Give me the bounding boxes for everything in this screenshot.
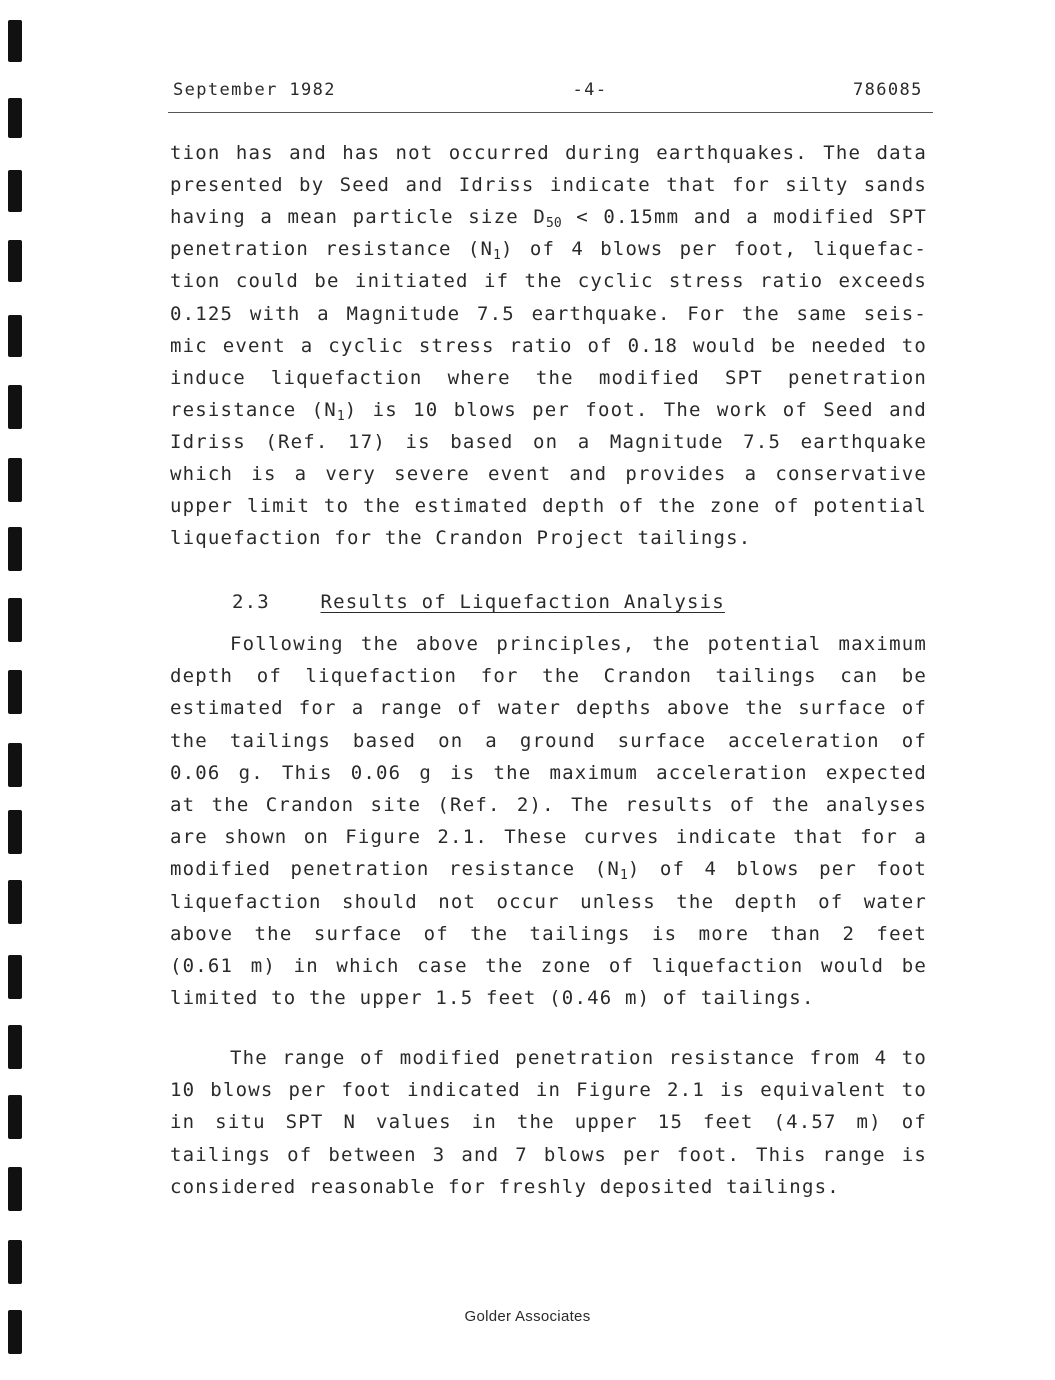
section-title: Results of Liquefaction Analysis (320, 591, 725, 613)
binder-mark (8, 170, 22, 212)
binder-mark (8, 315, 22, 357)
text-segment: limited to the upper 1.5 feet (0.46 m) of tailings. (170, 987, 815, 1010)
text-segment: resistance (N (170, 398, 337, 421)
binder-mark (8, 240, 22, 282)
binder-mark (8, 955, 22, 999)
text-segment: ) of 4 blows per foot (627, 858, 927, 881)
text-line (170, 206, 927, 231)
subscript: 1 (336, 408, 345, 424)
header-project-number: 786085 (853, 80, 923, 100)
text-line (170, 142, 927, 164)
text-line (170, 697, 927, 719)
text-line (170, 955, 927, 977)
text-line (170, 665, 927, 687)
text-segment: estimated for a range of water depths above the surface of (170, 697, 927, 720)
text-line (170, 826, 927, 848)
text-line (170, 987, 927, 1009)
text-segment: mic event a cyclic stress ratio of 0.18 would be needed to (170, 334, 927, 357)
header-page-number: -4- (572, 80, 608, 100)
binder-mark (8, 1025, 22, 1069)
text-segment: Following the above principles, the potential maximum (230, 633, 927, 655)
binder-mark (8, 385, 22, 429)
text-segment: tion could be initiated if the cyclic stress ratio exceeds (170, 270, 927, 293)
text-segment: having a mean particle size D (170, 206, 547, 229)
text-line (170, 238, 927, 263)
text-line (170, 730, 927, 752)
text-segment: 0.125 with a Magnitude 7.5 earthquake. For the same seis- (170, 302, 927, 325)
binder-mark (8, 598, 22, 642)
binder-mark (8, 880, 22, 924)
text-segment: in situ SPT N values in the upper 15 feet (4.57 m) of (170, 1111, 927, 1134)
header-date: September 1982 (173, 80, 336, 100)
footer-firm-name: Golder Associates (464, 1308, 591, 1325)
text-line (170, 1079, 927, 1101)
binder-mark (8, 527, 22, 571)
text-segment: 10 blows per foot indicated in Figure 2.1 is equivalent to (170, 1079, 927, 1102)
text-segment: upper limit to the estimated depth of the zone of potential (170, 495, 927, 518)
text-segment: 0.06 g. This 0.06 g is the maximum acceleration expected (170, 761, 927, 784)
text-segment: penetration resistance (N (170, 238, 494, 261)
text-segment: induce liquefaction where the modified SPT penetration (170, 366, 927, 389)
text-segment: The range of modified penetration resistance from 4 to (230, 1047, 927, 1069)
binder-mark (8, 810, 22, 854)
text-line (230, 633, 927, 655)
text-segment: which is a very severe event and provides a conservative (170, 463, 927, 485)
text-line (170, 891, 927, 913)
text-segment: modified penetration resistance (N (170, 858, 620, 881)
binder-mark (8, 1167, 22, 1211)
text-line (230, 1047, 927, 1069)
text-segment: depth of liquefaction for the Crandon tailings can be (170, 665, 927, 688)
text-segment: above the surface of the tailings is more than 2 feet (170, 922, 927, 945)
text-line (170, 1144, 927, 1166)
section-heading (232, 591, 725, 613)
text-line (170, 1111, 927, 1133)
text-line (170, 335, 927, 357)
text-segment: ) of 4 blows per foot, liquefac- (501, 238, 927, 261)
binder-mark (8, 1240, 22, 1284)
text-line (170, 431, 927, 453)
text-line (170, 174, 927, 196)
binder-mark (8, 20, 22, 62)
text-line (170, 367, 927, 389)
subscript: 1 (493, 248, 501, 264)
text-line (170, 527, 927, 549)
subscript: 50 (546, 216, 562, 232)
binder-mark (8, 458, 22, 502)
text-line (170, 270, 927, 292)
text-line (170, 399, 927, 424)
binder-mark (8, 743, 22, 787)
text-line (170, 923, 927, 945)
text-line (170, 495, 927, 517)
section-number: 2.3 (232, 591, 270, 613)
text-segment: at the Crandon site (Ref. 2). The results of the analyses (170, 794, 927, 816)
text-segment: liquefaction should not occur unless the depth of water (170, 890, 927, 913)
text-segment: presented by Seed and Idriss indicate that for silty sands (170, 174, 927, 197)
text-segment: tailings of between 3 and 7 blows per foot. This range is (170, 1143, 927, 1166)
text-segment: considered reasonable for freshly deposited tailings. (170, 1175, 840, 1198)
binder-mark (8, 1095, 22, 1139)
text-segment: Idriss (Ref. 17) is based on a Magnitude 7.5 earthquake (170, 430, 927, 453)
text-line (170, 303, 927, 325)
text-segment: the tailings based on a ground surface acceleration of (170, 729, 927, 752)
text-line (170, 1176, 927, 1198)
text-segment: liquefaction for the Crandon Project tailings. (170, 527, 752, 550)
text-segment: are shown on Figure 2.1. These curves indicate that for a (170, 826, 927, 849)
binder-mark (8, 98, 22, 138)
text-segment: < 0.15mm and a modified SPT (561, 206, 927, 229)
subscript: 1 (619, 868, 628, 884)
text-line (170, 463, 927, 485)
text-line (170, 858, 927, 883)
text-segment: ) is 10 blows per foot. The work of Seed and (344, 398, 927, 421)
text-line (170, 794, 927, 816)
text-segment: tion has and has not occurred during earthquakes. The data (170, 142, 927, 164)
binder-mark (8, 670, 22, 714)
header-rule (168, 112, 933, 113)
text-line (170, 762, 927, 784)
text-segment: (0.61 m) in which case the zone of liquefaction would be (170, 955, 927, 977)
